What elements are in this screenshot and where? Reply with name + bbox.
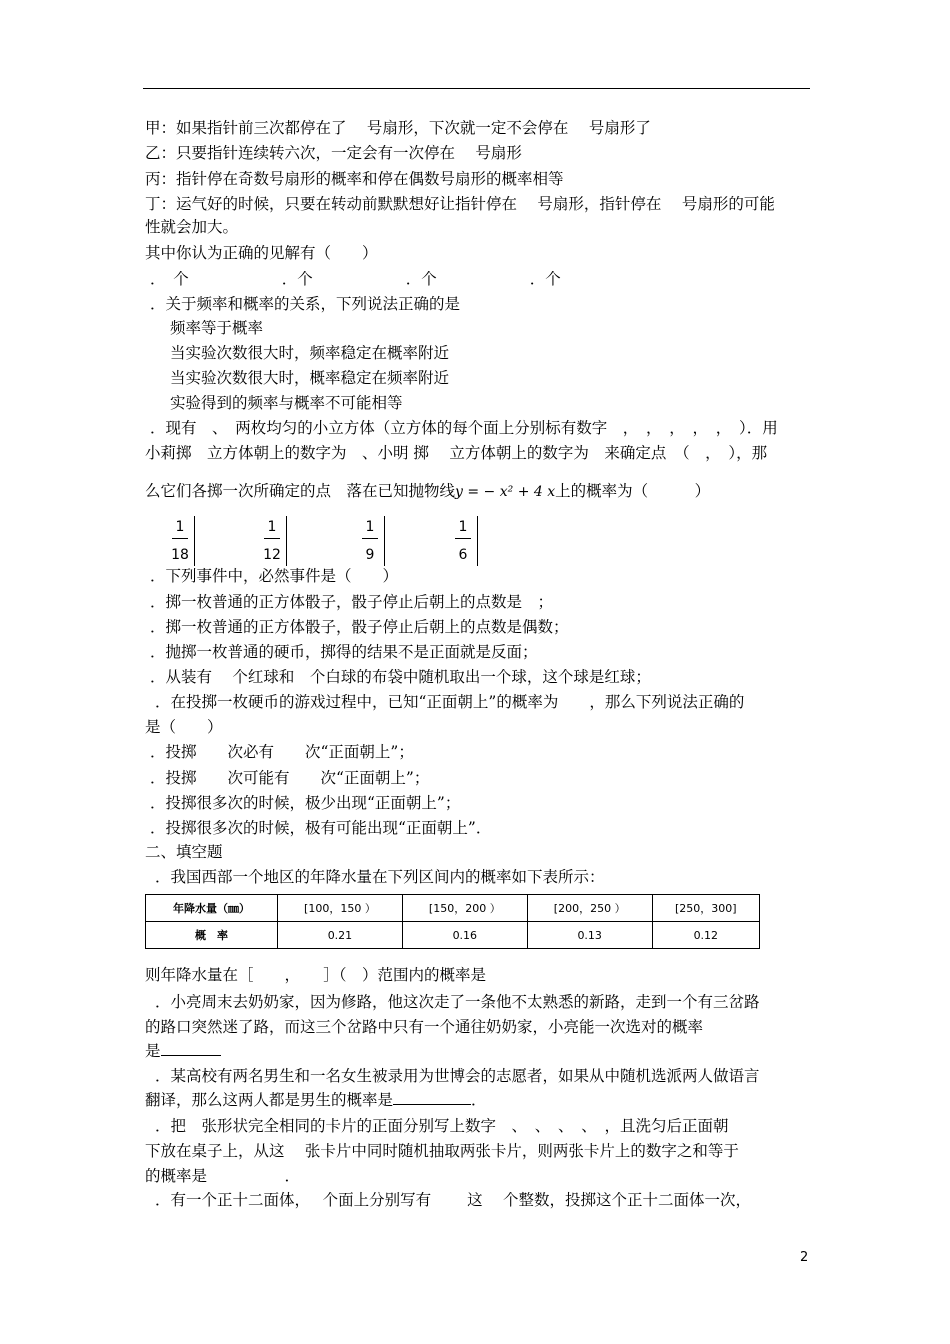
text-line: 是（ ） — [145, 718, 223, 736]
text-line: 则年降水量在［ ， ］（ ）范围内的概率是 — [145, 966, 487, 984]
text-line: 的路口突然迷了路，而这三个岔路中只有一个通往奶奶家，小亮能一次选对的概率 — [145, 1018, 704, 1036]
question-line: ．我国西部一个地区的年降水量在下列区间内的概率如下表所示： — [155, 868, 605, 886]
text-line: 性就会加大。 — [145, 218, 239, 236]
question-line: ．下列事件中，必然事件是（ ） — [150, 567, 399, 585]
question-line: ．某高校有两名男生和一名女生被录用为世博会的志愿者，如果从中随机选派两人做语言 — [155, 1067, 760, 1085]
answer-blank — [161, 1041, 221, 1056]
option-line: ．投掷很多次的时候，极少出现“正面朝上”； — [150, 794, 461, 812]
option-line: ．投掷很多次的时候，极有可能出现“正面朝上”． — [150, 819, 492, 837]
text-line: 丙：指针停在奇数号扇形的概率和停在偶数号扇形的概率相等 — [145, 170, 564, 188]
fraction-option: 1 12 — [260, 516, 287, 566]
text-line: 下放在桌子上，从这 张卡片中同时随机抽取两张卡片，则两张卡片上的数字之和等于 — [145, 1142, 739, 1160]
question-line: ．有一个正十二面体， 个面上分别写有 这 个整数，投掷这个正十二面体一次， — [155, 1191, 752, 1209]
answer-blank — [393, 1090, 471, 1105]
table-cell: 0.21 — [278, 922, 403, 949]
option-line: ．投掷 次可能有 次“正面朝上”； — [150, 769, 430, 787]
section-heading: 二、填空题 — [145, 843, 223, 861]
question-line: ．把 张形状完全相同的卡片的正面分别写上数字 、 、 、 、 ，且洗匀后正面朝 — [155, 1117, 729, 1135]
table-cell: [200，250 ） — [527, 895, 652, 922]
option-line: ．投掷 次必有 次“正面朝上”； — [150, 743, 414, 761]
option-line: 频率等于概率 — [170, 319, 264, 337]
option-line: ．掷一枚普通的正方体骰子，骰子停止后朝上的点数是 ； — [150, 593, 554, 611]
table-cell: [100，150 ） — [278, 895, 403, 922]
page-number: 2 — [800, 1250, 809, 1265]
text-line: 是 — [145, 1041, 221, 1061]
table-row — [146, 895, 760, 922]
fraction-option: 1 18 — [168, 516, 195, 566]
header-rule — [143, 88, 810, 89]
option-line: 当实验次数很大时，概率稳定在频率附近 — [170, 369, 450, 387]
fraction-option: 1 9 — [358, 516, 385, 566]
table-cell: 年降水量（㎜） — [146, 895, 278, 922]
text-line: 翻译，那么这两人都是男生的概率是 ． — [145, 1091, 487, 1109]
table-cell: 0.12 — [652, 922, 759, 949]
option-line: 实验得到的频率与概率不可能相等 — [170, 394, 403, 412]
option-line: ．抛掷一枚普通的硬币，掷得的结果不是正面就是反面； — [150, 643, 538, 661]
text-line: 小莉掷 立方体朝上的数字为 、小明 掷 立方体朝上的数字为 来确定点 （ ， ），那 — [145, 444, 768, 462]
rainfall-table — [145, 894, 760, 949]
option-line: 当实验次数很大时，频率稳定在概率附近 — [170, 344, 450, 362]
fraction-option: 1 6 — [451, 516, 478, 566]
text-line: 其中你认为正确的见解有（ ） — [145, 244, 378, 262]
table-cell: 0.13 — [527, 922, 652, 949]
question-line: ．关于频率和概率的关系，下列说法正确的是 — [150, 295, 461, 313]
text-line: 的概率是 ． — [145, 1167, 301, 1185]
text-line: 甲：如果指针前三次都停在了 号扇形，下次就一定不会停在 号扇形了 — [145, 119, 651, 137]
options-line: ． 个 ．个 ．个 ．个 — [150, 270, 561, 288]
table-cell: 0.16 — [402, 922, 527, 949]
table-cell: [250，300] — [652, 895, 759, 922]
parabola-formula: y = − x² + 4 x — [455, 484, 556, 500]
question-line: ．在投掷一枚硬币的游戏过程中，已知“正面朝上”的概率为 ，那么下列说法正确的 — [155, 693, 745, 711]
table-row — [146, 922, 760, 949]
table-cell: 概 率 — [146, 922, 278, 949]
option-line: ．掷一枚普通的正方体骰子，骰子停止后朝上的点数是偶数； — [150, 618, 569, 636]
table-cell: [150，200 ） — [402, 895, 527, 922]
option-line: ．从装有 个红球和 个白球的布袋中随机取出一个球，这个球是红球； — [150, 668, 651, 686]
text-line: 乙：只要指针连续转六次，一定会有一次停在 号扇形 — [145, 144, 522, 162]
text-line: 丁：运气好的时候，只要在转动前默默想好让指针停在 号扇形，指针停在 号扇形的可能 — [145, 195, 775, 213]
question-line: ．现有 、 两枚均匀的小立方体（立方体的每个面上分别标有数字 ， ， ， ， ， ）．用 — [150, 419, 778, 437]
question-line: ．小亮周末去奶奶家，因为修路，他这次走了一条他不太熟悉的新路，走到一个有三岔路 — [155, 993, 760, 1011]
text-line: 么它们各掷一次所确定的点 落在已知抛物线y = − x² + 4 x上的概率为（ ） — [145, 482, 711, 500]
